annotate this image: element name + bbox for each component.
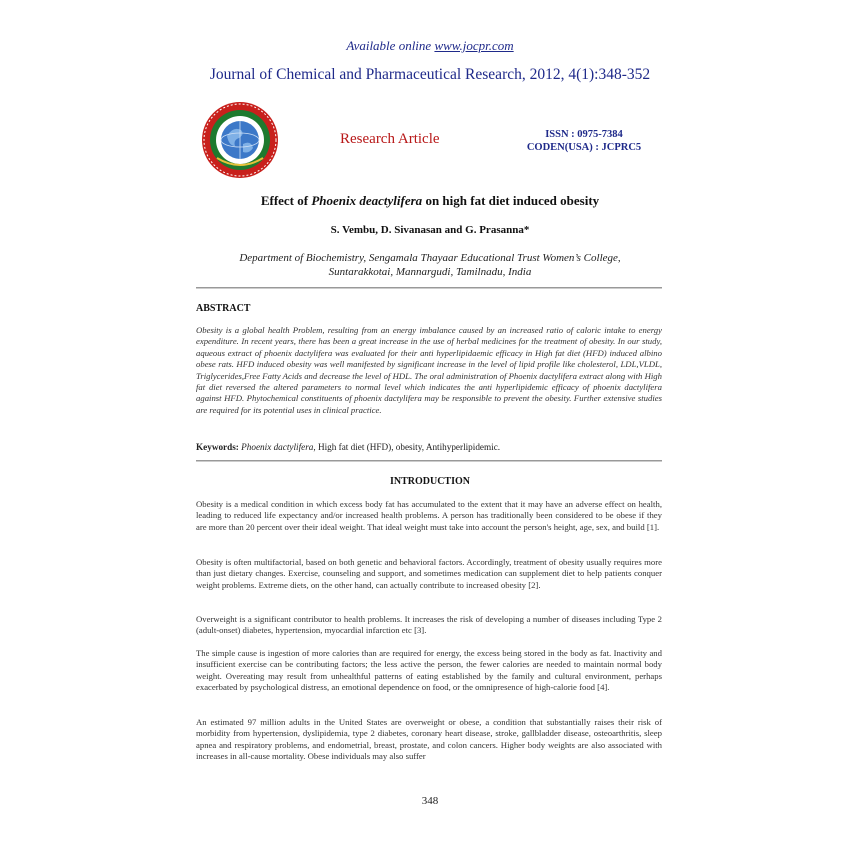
title-species: Phoenix deactylifera [311, 193, 423, 208]
title-post: on high fat diet induced obesity [422, 193, 600, 208]
divider-intro [196, 460, 662, 462]
journal-citation: Journal of Chemical and Pharmaceutical Research, 2012, 4(1):348-352 [209, 66, 651, 83]
affiliation-line-1: Department of Biochemistry, Sengamala Thayaar Educational Trust Women’s College, [239, 252, 621, 264]
intro-paragraph-1: Obesity is a medical condition in which excess body fat has accumulated to the extent that it may have an adverse effect on health, leading to reduced life expectancy and/or increased health problems. A person has traditionally been considered to be obese if they are more than 20 percent over their ideal weight. That ideal weight must take into account the person's height, age, sex, and build [1]. [196, 499, 662, 532]
intro-paragraph-3: Overweight is a significant contributor to health problems. It increases the risk of developing a number of diseases including Type 2 (adult-onset) diabetes, hypertension, myocardial infarction etc [3]. [196, 614, 662, 636]
page-number: 348 [421, 795, 439, 807]
paper-title [0, 193, 860, 209]
title-pre: Effect of [260, 193, 312, 208]
intro-paragraph-2: Obesity is often multifactorial, based on both genetic and behavioral factors. Accordingly, treatment of obesity usually requires more than just dietary changes. Exercise, counseling and support, and sometimes medication can supplement diet to help patients conquer weight problems. Extreme diets, on the other hand, can actually contribute to increased obesity [2]. [196, 557, 662, 590]
keywords-label: Keywords: [196, 442, 239, 452]
keywords-rest: , High fat diet (HFD), obesity, Antihyperlipidemic. [313, 442, 501, 452]
divider-top [196, 287, 662, 289]
keywords [196, 442, 662, 452]
article-type: Research Article [340, 131, 440, 147]
abstract-text: Obesity is a global health Problem, resulting from an energy imbalance caused by an increased ratio of caloric intake to energy expenditure. In recent years, there has been a great increase in the use of herbal medicines for the treatment of obesity. In our study, aqueous extract of phoenix dactylifera was evaluated for their anti hyperlipidaemic efficacy in High fat diet (HFD) induced albino obese rats. HFD induced obesity was well manifested by significant increase in the level of lipid profile like cholesterol, LDL,VLDL, Triglycerides,Free Fatty Acids and decrease the level of HDL. The oral administration of Phoenix dactylifera extract along with High fat diet reversed the altered parameters to normal level which indicates the anti hyperlipidemic efficacy of phoenix dactylifera against HFD. Phytochemical constituents of phoenix dactylifera may be responsible to prevent the obesity. Further extensive studies are required for its potential uses in clinical practice. [196, 325, 662, 415]
affiliation [0, 251, 860, 279]
issn: ISSN : 0975-7384 [545, 129, 623, 140]
issn-block [514, 128, 654, 154]
available-online-line [0, 38, 860, 54]
intro-paragraph-4: The simple cause is ingestion of more calories than are required for energy, the excess being stored in the body as fat. Inactivity and insufficient exercise can be contributing factors; the less active the person, the fewer calories are needed to maintain normal body weight. Overeating may result from unhealthful patterns of eating established by the family and cultural environment, perhaps exacerbated by psychological distress, an emotional dependence on food, or the omnipresence of high-calorie food [4]. [196, 648, 662, 693]
coden: CODEN(USA) : JCPRC5 [526, 142, 642, 153]
intro-paragraph-5: An estimated 97 million adults in the United States are overweight or obese, a condition that substantially raises their risk of morbidity from hypertension, dyslipidemia, type 2 diabetes, coronary heart disease, stroke, gallbladder disease, osteoarthritis, sleep apnea and respiratory problems, and endometrial, breast, prostate, and colon cancers. Higher body weights are also associated with increases in all-cause mortality. Obese individuals may also suffer [196, 717, 662, 762]
abstract-heading: ABSTRACT [196, 303, 251, 314]
journal-website-link[interactable]: www.jocpr.com [434, 38, 514, 53]
keywords-species: Phoenix dactylifera [241, 442, 314, 452]
introduction-heading: INTRODUCTION [389, 476, 470, 487]
authors: S. Vembu, D. Sivanasan and G. Prasanna* [330, 224, 530, 236]
available-online-label: Available online [346, 38, 432, 53]
journal-seal-globe-icon [199, 100, 281, 180]
affiliation-line-2: Suntarakkotai, Mannargudi, Tamilnadu, India [328, 266, 532, 278]
